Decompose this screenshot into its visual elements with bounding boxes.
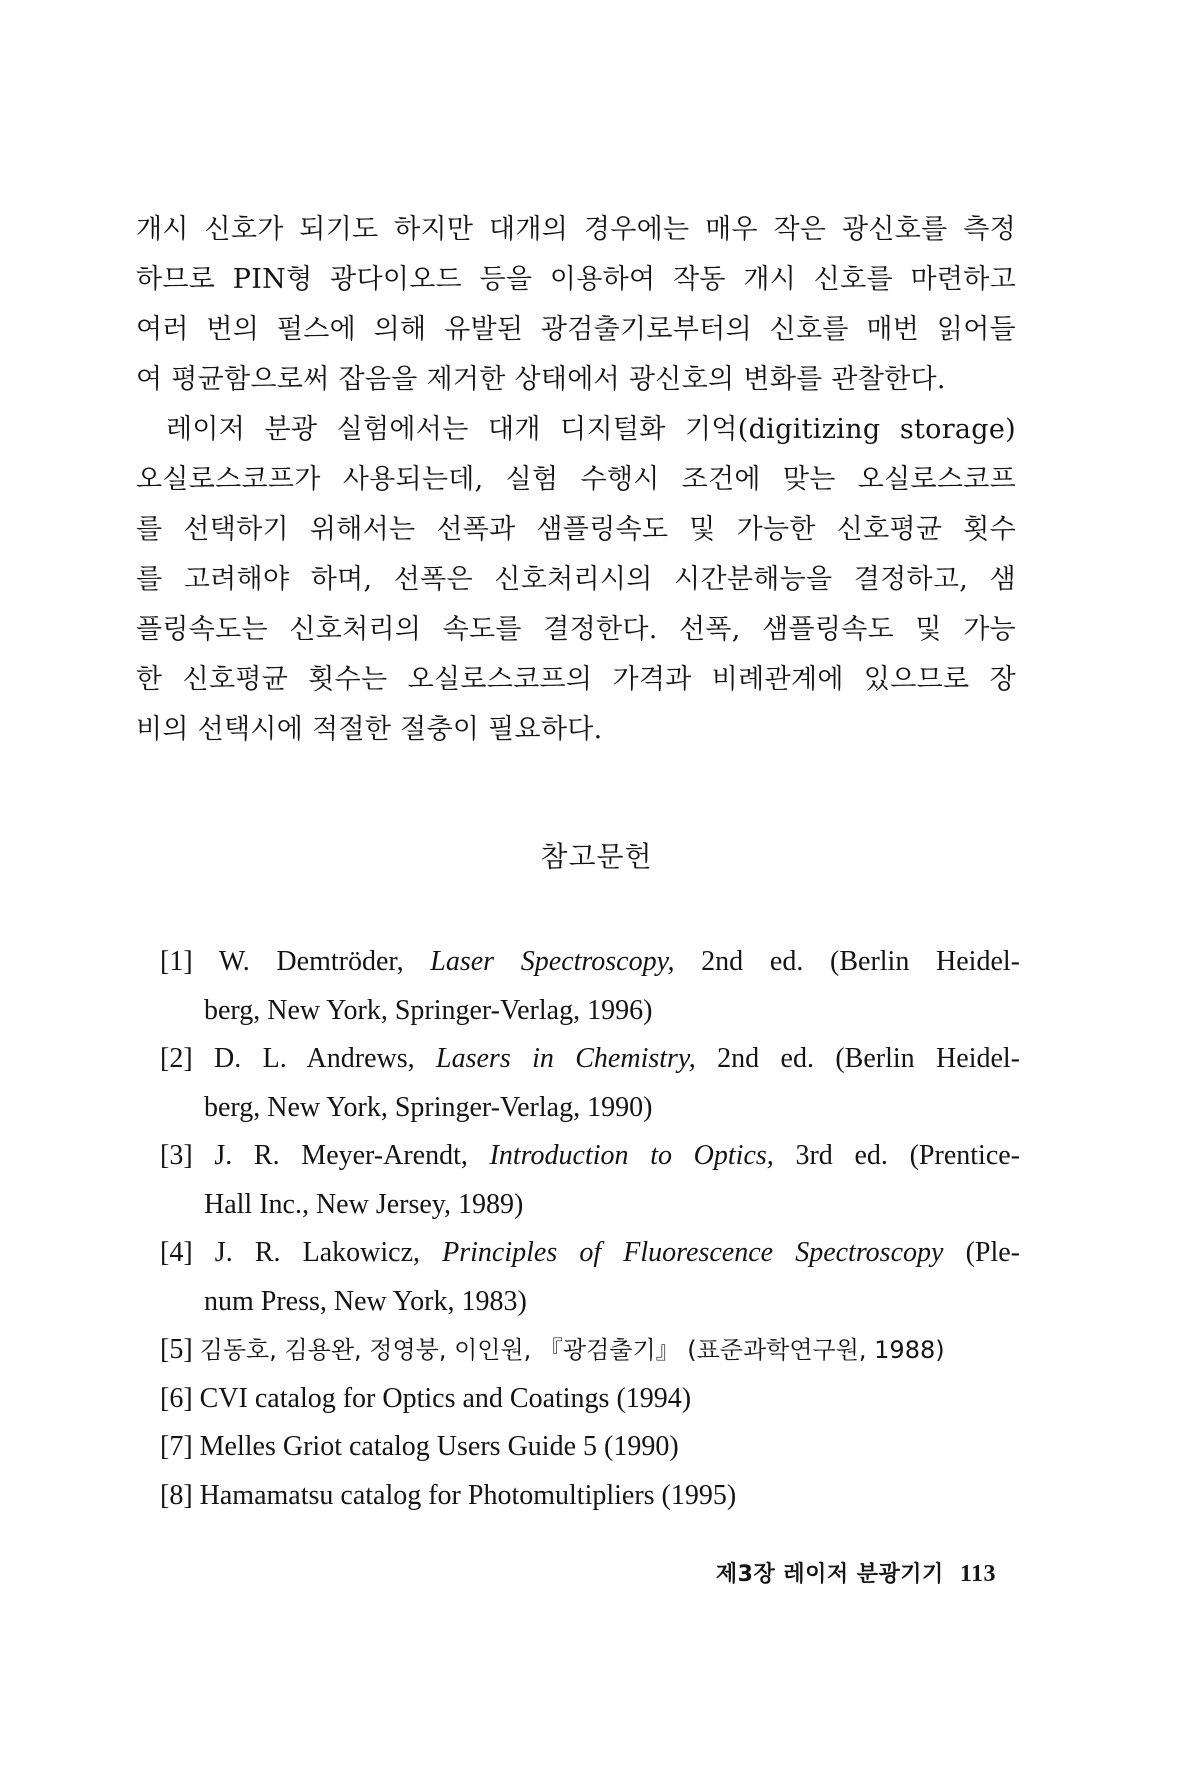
chapter-label: 제3장 레이저 분광기기 <box>715 1562 944 1587</box>
reference-authors: D. L. Andrews, <box>214 1043 437 1074</box>
reference-line <box>160 938 1020 987</box>
body-paragraphs <box>136 205 1016 755</box>
reference-item <box>160 1472 1020 1521</box>
body-line: 플링속도는 신호처리의 속도를 결정한다. 선폭, 샘플링속도 및 가능 <box>136 614 1016 645</box>
reference-line <box>160 1423 1020 1472</box>
reference-item <box>160 1035 1020 1132</box>
reference-details: 2nd ed. (Berlin Heidel- <box>695 1043 1021 1074</box>
reference-number: [2] <box>160 1043 193 1074</box>
reference-line <box>160 1229 1020 1278</box>
body-line: 레이저 분광 실험에서는 대개 디지털화 기억(digitizing storage) <box>166 414 1016 445</box>
body-line: 비의 선택시에 적절한 절충이 필요하다. <box>136 714 603 745</box>
reference-text: Hamamatsu catalog for Photomultipliers (1995) <box>199 1479 737 1511</box>
reference-list <box>160 938 1020 1520</box>
reference-text: Melles Griot catalog Users Guide 5 (1990) <box>199 1431 679 1462</box>
reference-line <box>160 1132 1020 1181</box>
reference-title: Lasers in Chemistry, <box>436 1043 696 1074</box>
body-line: 여러 번의 펄스에 의해 유발된 광검출기로부터의 신호를 매번 읽어들 <box>136 314 1016 345</box>
body-line: 여 평균함으로써 잡음을 제거한 상태에서 광신호의 변화를 관찰한다. <box>136 364 946 395</box>
body-line: 한 신호평균 횟수는 오실로스코프의 가격과 비례관계에 있으므로 장 <box>136 664 1016 695</box>
reference-title: Introduction to Optics, <box>489 1140 774 1171</box>
reference-continuation: num Press, New York, 1983) <box>204 1285 527 1317</box>
reference-number: [1] <box>160 946 193 977</box>
reference-item <box>160 1423 1020 1472</box>
reference-title: Laser Spectroscopy, <box>430 946 675 977</box>
running-footer <box>716 1557 996 1588</box>
references-heading: 참고문헌 <box>540 840 653 873</box>
reference-number: [7] <box>160 1431 193 1462</box>
body-line: 하므로 PIN형 광다이오드 등을 이용하여 작동 개시 신호를 마련하고 <box>136 264 1016 295</box>
reference-line <box>160 1326 1020 1375</box>
reference-text: 김동호, 김용완, 정영붕, 이인원, 『광검출기』 (표준과학연구원, 1988) <box>199 1336 945 1364</box>
reference-number: [6] <box>160 1382 193 1414</box>
reference-item <box>160 1229 1020 1326</box>
reference-authors: J. R. Lakowicz, <box>214 1237 443 1268</box>
reference-number: [4] <box>160 1237 193 1268</box>
reference-details: 3rd ed. (Prentice- <box>773 1140 1020 1171</box>
body-line: 개시 신호가 되기도 하지만 대개의 경우에는 매우 작은 광신호를 측정 <box>136 214 1016 245</box>
reference-line <box>160 1472 1020 1521</box>
reference-number: [5] <box>160 1334 193 1365</box>
reference-authors: J. R. Meyer-Arendt, <box>214 1140 490 1171</box>
reference-number: [3] <box>160 1140 193 1171</box>
reference-line <box>160 1375 1020 1424</box>
reference-continuation: Hall Inc., New Jersey, 1989) <box>204 1188 524 1220</box>
reference-item <box>160 938 1020 1035</box>
reference-continuation: berg, New York, Springer-Verlag, 1990) <box>204 1091 653 1123</box>
reference-item <box>160 1326 1020 1375</box>
reference-details: (Ple- <box>943 1237 1020 1268</box>
reference-title: Principles of Fluorescence Spectroscopy <box>442 1237 944 1268</box>
body-line: 를 고려해야 하며, 선폭은 신호처리시의 시간분해능을 결정하고, 샘 <box>136 564 1016 595</box>
reference-item <box>160 1132 1020 1229</box>
reference-line <box>160 1035 1020 1084</box>
body-line: 를 선택하기 위해서는 선폭과 샘플링속도 및 가능한 신호평균 횟수 <box>136 514 1016 545</box>
reference-item <box>160 1375 1020 1424</box>
reference-text: CVI catalog for Optics and Coatings (1994) <box>199 1382 692 1414</box>
body-line: 오실로스코프가 사용되는데, 실험 수행시 조건에 맞는 오실로스코프 <box>136 464 1016 495</box>
reference-continuation: berg, New York, Springer-Verlag, 1996) <box>204 994 653 1026</box>
reference-details: 2nd ed. (Berlin Heidel- <box>674 946 1020 977</box>
reference-number: [8] <box>160 1479 193 1511</box>
page-number: 113 <box>959 1561 996 1587</box>
reference-authors: W. Demtröder, <box>218 946 431 977</box>
